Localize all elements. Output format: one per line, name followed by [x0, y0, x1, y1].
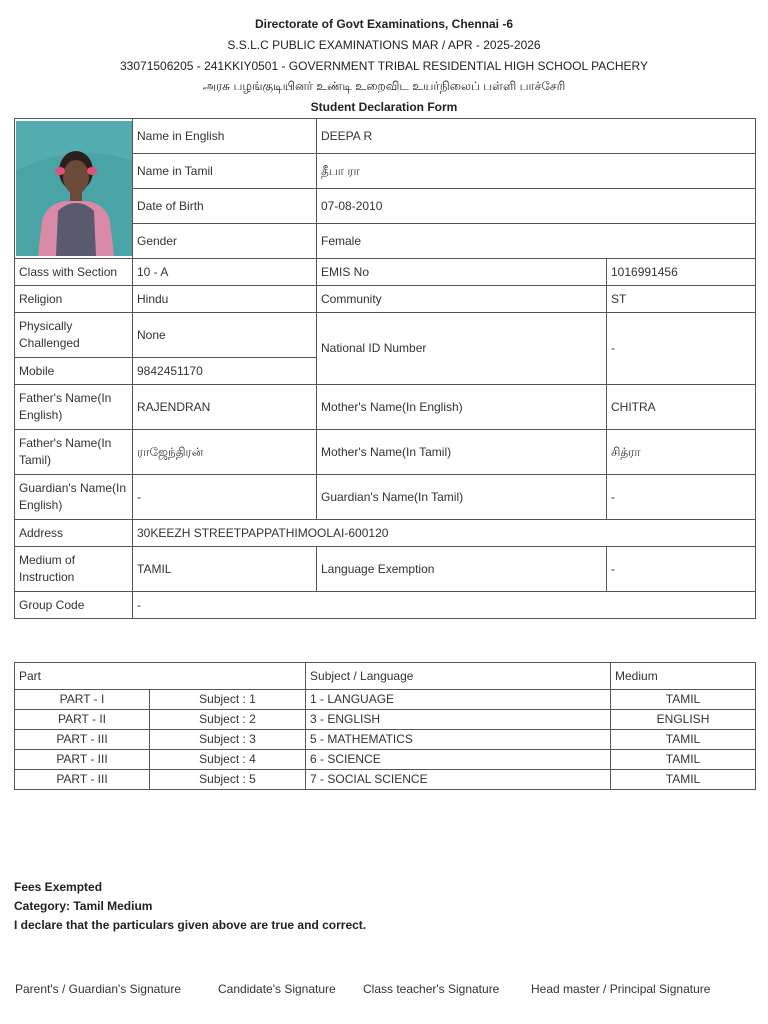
label-name-english: Name in English: [133, 119, 317, 154]
table-row: [15, 690, 756, 710]
value-guardian-tamil: -: [607, 475, 756, 520]
school-line: 33071506205 - 241KKIY0501 - GOVERNMENT TRIBAL RESIDENTIAL HIGH SCHOOL PACHERY: [120, 59, 648, 73]
label-father-tamil: Father's Name(In Tamil): [15, 430, 133, 475]
subject-cell: 6 - SCIENCE: [306, 750, 611, 770]
student-portrait-image: [16, 121, 132, 256]
table-row: [15, 750, 756, 770]
label-guardian-english: Guardian's Name(In English): [15, 475, 133, 520]
value-group-code: -: [133, 592, 756, 619]
value-community: ST: [607, 286, 756, 313]
value-language-exemption: -: [607, 547, 756, 592]
subject-cell: 1 - LANGUAGE: [306, 690, 611, 710]
label-community: Community: [317, 286, 607, 313]
value-name-tamil: தீபா ரா: [317, 154, 756, 189]
value-mother-tamil: சித்ரா: [607, 430, 756, 475]
label-mother-tamil: Mother's Name(In Tamil): [317, 430, 607, 475]
subject-number-cell: Subject : 4: [150, 750, 306, 770]
label-name-tamil: Name in Tamil: [133, 154, 317, 189]
subject-number-cell: Subject : 3: [150, 730, 306, 750]
table-row: [15, 730, 756, 750]
parent-signature-label: Parent's / Guardian's Signature: [15, 982, 182, 996]
value-physically-challenged: None: [133, 313, 317, 358]
value-religion: Hindu: [133, 286, 317, 313]
value-name-english: DEEPA R: [317, 119, 756, 154]
part-cell: PART - III: [15, 750, 150, 770]
value-gender: Female: [317, 224, 756, 259]
table-row: [15, 770, 756, 790]
value-emis: 1016991456: [607, 259, 756, 286]
value-dob: 07-08-2010: [317, 189, 756, 224]
header-medium: Medium: [611, 663, 756, 690]
part-cell: PART - III: [15, 730, 150, 750]
part-cell: PART - II: [15, 710, 150, 730]
fees-status: Fees Exempted: [14, 880, 103, 894]
label-language-exemption: Language Exemption: [317, 547, 607, 592]
label-medium: Medium of Instruction: [15, 547, 133, 592]
value-address: 30KEEZH STREETPAPPATHIMOOLAI-600120: [133, 520, 756, 547]
category-text: Category: Tamil Medium: [14, 899, 153, 913]
medium-cell: ENGLISH: [611, 710, 756, 730]
label-group-code: Group Code: [15, 592, 133, 619]
declaration-text: I declare that the particulars given above are true and correct.: [14, 918, 367, 932]
value-father-english: RAJENDRAN: [133, 385, 317, 430]
label-dob: Date of Birth: [133, 189, 317, 224]
medium-cell: TAMIL: [611, 750, 756, 770]
directorate-title: Directorate of Govt Examinations, Chennai -6: [254, 17, 514, 31]
exam-title: S.S.L.C PUBLIC EXAMINATIONS MAR / APR - 2025-2026: [227, 38, 541, 52]
label-mobile: Mobile: [15, 358, 133, 385]
value-medium: TAMIL: [133, 547, 317, 592]
label-mother-english: Mother's Name(In English): [317, 385, 607, 430]
student-photo: [16, 121, 132, 256]
table-row: [15, 710, 756, 730]
label-guardian-tamil: Guardian's Name(In Tamil): [317, 475, 607, 520]
candidate-signature-label: Candidate's Signature: [218, 982, 336, 996]
label-emis: EMIS No: [317, 259, 607, 286]
value-mobile: 9842451170: [133, 358, 317, 385]
label-gender: Gender: [133, 224, 317, 259]
medium-cell: TAMIL: [611, 690, 756, 710]
subject-cell: 7 - SOCIAL SCIENCE: [306, 770, 611, 790]
form-title: Student Declaration Form: [310, 100, 458, 114]
subjects-table: [14, 662, 756, 790]
school-name-tamil: அரசு பழங்குடியினர் உண்டி உறைவிட உயர்நிலைப் பள்ளி பாச்சேரி: [202, 79, 566, 93]
part-cell: PART - I: [15, 690, 150, 710]
header-part: Part: [15, 663, 306, 690]
value-father-tamil: ராஜேந்திரன்: [133, 430, 317, 475]
value-guardian-english: -: [133, 475, 317, 520]
medium-cell: TAMIL: [611, 770, 756, 790]
subject-cell: 5 - MATHEMATICS: [306, 730, 611, 750]
student-details-table: [14, 118, 756, 619]
value-class: 10 - A: [133, 259, 317, 286]
label-address: Address: [15, 520, 133, 547]
label-father-english: Father's Name(In English): [15, 385, 133, 430]
headmaster-signature-label: Head master / Principal Signature: [531, 982, 711, 996]
part-cell: PART - III: [15, 770, 150, 790]
header-subject: Subject / Language: [306, 663, 611, 690]
subject-number-cell: Subject : 1: [150, 690, 306, 710]
label-physically-challenged: Physically Challenged: [15, 313, 133, 358]
photo-cell: [15, 119, 133, 259]
value-national-id: -: [607, 313, 756, 385]
subject-number-cell: Subject : 5: [150, 770, 306, 790]
label-religion: Religion: [15, 286, 133, 313]
label-national-id: National ID Number: [317, 313, 607, 385]
subject-number-cell: Subject : 2: [150, 710, 306, 730]
value-mother-english: CHITRA: [607, 385, 756, 430]
label-class: Class with Section: [15, 259, 133, 286]
medium-cell: TAMIL: [611, 730, 756, 750]
subject-cell: 3 - ENGLISH: [306, 710, 611, 730]
class-teacher-signature-label: Class teacher's Signature: [363, 982, 500, 996]
